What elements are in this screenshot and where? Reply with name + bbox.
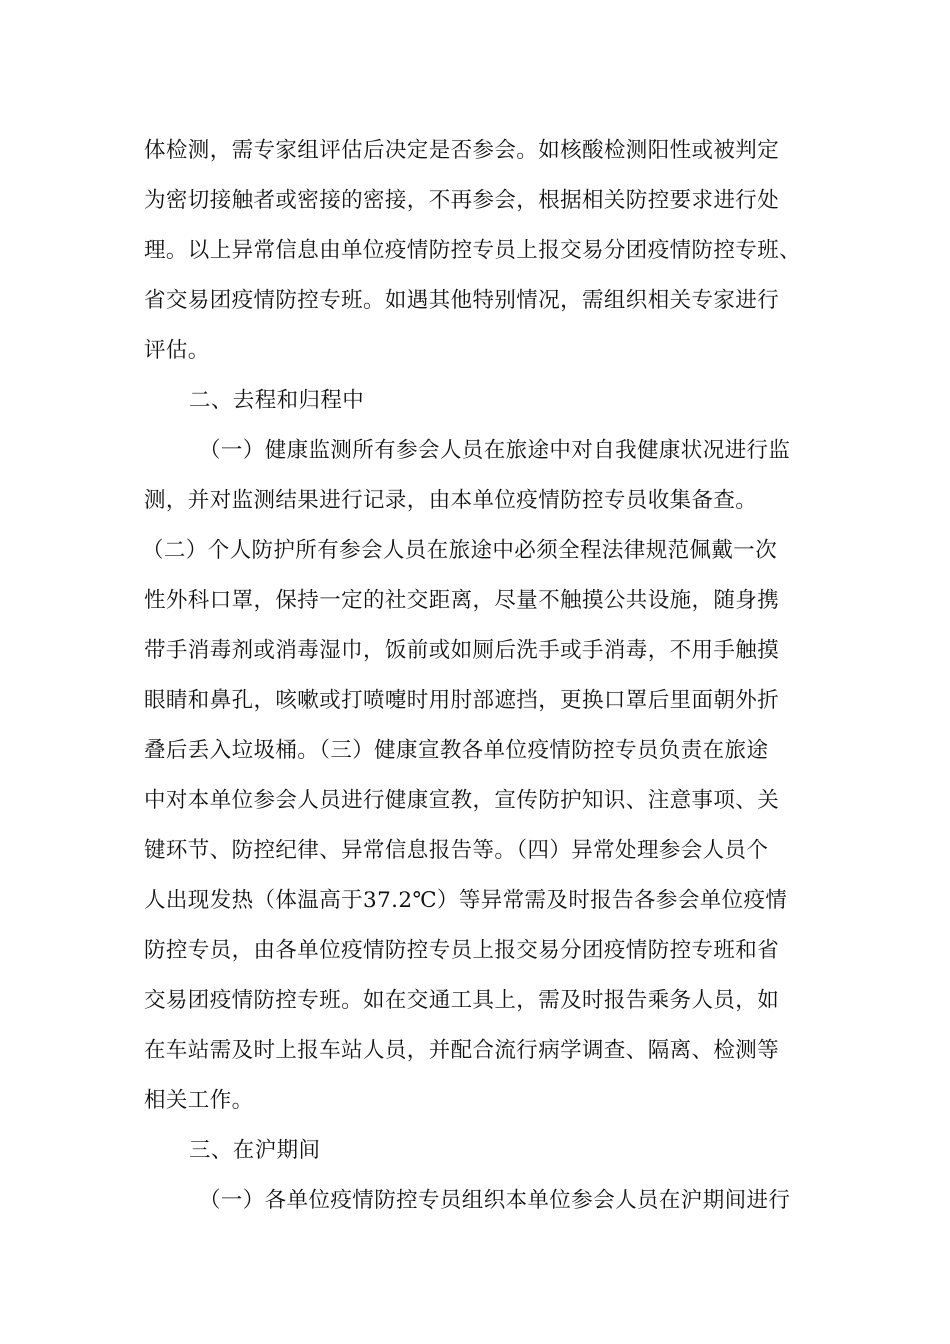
body-line: 带手消毒剂或消毒湿巾，饭前或如厕后洗手或手消毒，不用手触摸 <box>144 638 780 663</box>
body-line: 人出现发热（体温高于37.2℃）等异常需及时报告各参会单位疫情 <box>144 888 788 913</box>
body-line: 理。以上异常信息由单位疫情防控专员上报交易分团疫情防控专班、 <box>144 238 802 263</box>
body-line: 为密切接触者或密接的密接，不再参会，根据相关防控要求进行处 <box>144 188 780 213</box>
body-line: 性外科口罩，保持一定的社交距离，尽量不触摸公共设施，随身携 <box>144 588 780 613</box>
body-line: 在车站需及时上报车站人员，并配合流行病学调查、隔离、检测等 <box>144 1038 780 1063</box>
body-line: （二）个人防护所有参会人员在旅途中必须全程法律规范佩戴一次 <box>142 538 778 563</box>
body-line: 中对本单位参会人员进行健康宣教，宣传防护知识、注意事项、关 <box>144 788 780 813</box>
body-line: 交易团疫情防控专班。如在交通工具上，需及时报告乘务人员，如 <box>144 988 780 1013</box>
body-line: 测，并对监测结果进行记录，由本单位疫情防控专员收集备查。 <box>144 488 758 513</box>
body-line: 叠后丢入垃圾桶。（三）健康宣教各单位疫情防控专员负责在旅途 <box>144 738 769 763</box>
body-line: 眼睛和鼻孔，咳嗽或打喷嚏时用肘部遮挡，更换口罩后里面朝外折 <box>144 688 780 713</box>
body-line: 评估。 <box>144 338 210 363</box>
section-heading: 三、在沪期间 <box>189 1138 321 1163</box>
body-line: 相关工作。 <box>144 1088 254 1113</box>
body-line: 体检测，需专家组评估后决定是否参会。如核酸检测阳性或被判定 <box>144 138 780 163</box>
body-line: 省交易团疫情防控专班。如遇其他特别情况，需组织相关专家进行 <box>144 288 780 313</box>
body-line: 防控专员，由各单位疫情防控专员上报交易分团疫情防控专班和省 <box>144 938 780 963</box>
section-heading: 二、去程和归程中 <box>189 388 365 413</box>
body-line: （一）健康监测所有参会人员在旅途中对自我健康状况进行监 <box>199 438 791 463</box>
body-line: （一）各单位疫情防控专员组织本单位参会人员在沪期间进行 <box>199 1188 791 1213</box>
body-line: 键环节、防控纪律、异常信息报告等。（四）异常处理参会人员个 <box>144 838 769 863</box>
